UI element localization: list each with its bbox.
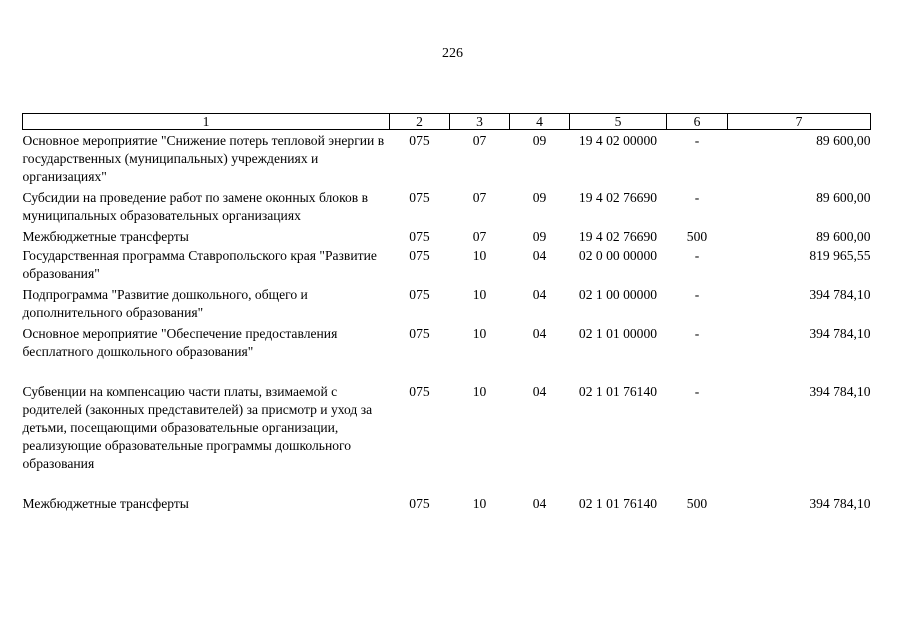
header-col-6: 6 [667,114,728,130]
row-name: Межбюджетные трансферты [22,496,189,511]
page-number: 226 [442,46,463,61]
table-row [23,130,871,190]
row-expense-type: - [694,190,700,205]
row-name: Основное мероприятие "Обеспечение предоставления бесплатного дошкольного образования" [22,326,338,359]
row-section: 07 [472,133,487,148]
row-subsection: 09 [532,190,547,205]
row-expense-type: - [694,133,700,148]
row-section: 10 [472,326,487,341]
table-row [23,286,871,325]
row-target-code: 02 1 01 00000 [578,326,658,341]
row-section: 10 [472,384,487,399]
row-target-code: 19 4 02 76690 [578,229,658,244]
row-ministry-code: 075 [409,326,430,341]
row-ministry-code: 075 [409,496,430,511]
row-ministry-code: 075 [409,133,430,148]
row-name: Межбюджетные трансферты [22,229,189,244]
table-row [23,325,871,383]
row-amount: 89 600,00 [816,190,871,205]
row-expense-type: - [694,384,700,399]
row-expense-type: 500 [686,229,708,244]
row-subsection: 04 [532,248,547,263]
row-expense-type: - [694,287,700,302]
row-ministry-code: 075 [409,248,430,263]
row-target-code: 02 0 00 00000 [578,248,658,263]
row-target-code: 02 1 00 00000 [578,287,658,302]
row-expense-type: - [694,326,700,341]
row-target-code: 19 4 02 76690 [578,190,658,205]
row-subsection: 04 [532,287,547,302]
table-row [23,228,871,247]
row-name: Субвенции на компенсацию части платы, взимаемой с родителей (законных представителей) за присмотр и уход за детьми, посещающими образовательные организации, реализующие образовательные программы дошкольного образования [22,384,373,471]
row-target-code: 02 1 01 76140 [578,496,658,511]
row-section: 10 [472,496,487,511]
row-subsection: 04 [532,496,547,511]
row-expense-type: 500 [686,496,708,511]
header-col-7: 7 [728,114,871,130]
row-amount: 89 600,00 [816,229,871,244]
row-subsection: 04 [532,326,547,341]
row-ministry-code: 075 [409,384,430,399]
row-amount: 394 784,10 [809,287,871,302]
row-subsection: 04 [532,384,547,399]
header-col-3: 3 [450,114,510,130]
row-amount: 394 784,10 [809,326,871,341]
row-target-code: 02 1 01 76140 [578,384,658,399]
row-subsection: 09 [532,229,547,244]
row-amount: 394 784,10 [809,496,871,511]
header-col-2: 2 [390,114,450,130]
table-header-row [23,114,871,130]
header-col-4: 4 [510,114,570,130]
row-ministry-code: 075 [409,229,430,244]
row-amount: 394 784,10 [809,384,871,399]
row-ministry-code: 075 [409,190,430,205]
header-col-1: 1 [23,114,390,130]
row-target-code: 19 4 02 00000 [578,133,658,148]
row-name: Государственная программа Ставропольского края "Развитие образования" [22,248,377,281]
table-row [23,189,871,228]
row-name: Субсидии на проведение работ по замене оконных блоков в муниципальных образовательных организациях [22,190,369,223]
row-section: 07 [472,190,487,205]
row-name: Подпрограмма "Развитие дошкольного, общего и дополнительного образования" [22,287,308,320]
table-row [23,247,871,286]
row-amount: 89 600,00 [816,133,871,148]
row-name: Основное мероприятие "Снижение потерь тепловой энергии в государственных (муниципальных) учреждениях и организациях" [22,133,385,184]
row-section: 10 [472,287,487,302]
header-col-5: 5 [570,114,667,130]
row-section: 10 [472,248,487,263]
row-section: 07 [472,229,487,244]
row-ministry-code: 075 [409,287,430,302]
row-amount: 819 965,55 [809,248,871,263]
row-subsection: 09 [532,133,547,148]
table-row [23,383,871,495]
table-row [23,495,871,513]
row-expense-type: - [694,248,700,263]
budget-table [22,113,871,513]
